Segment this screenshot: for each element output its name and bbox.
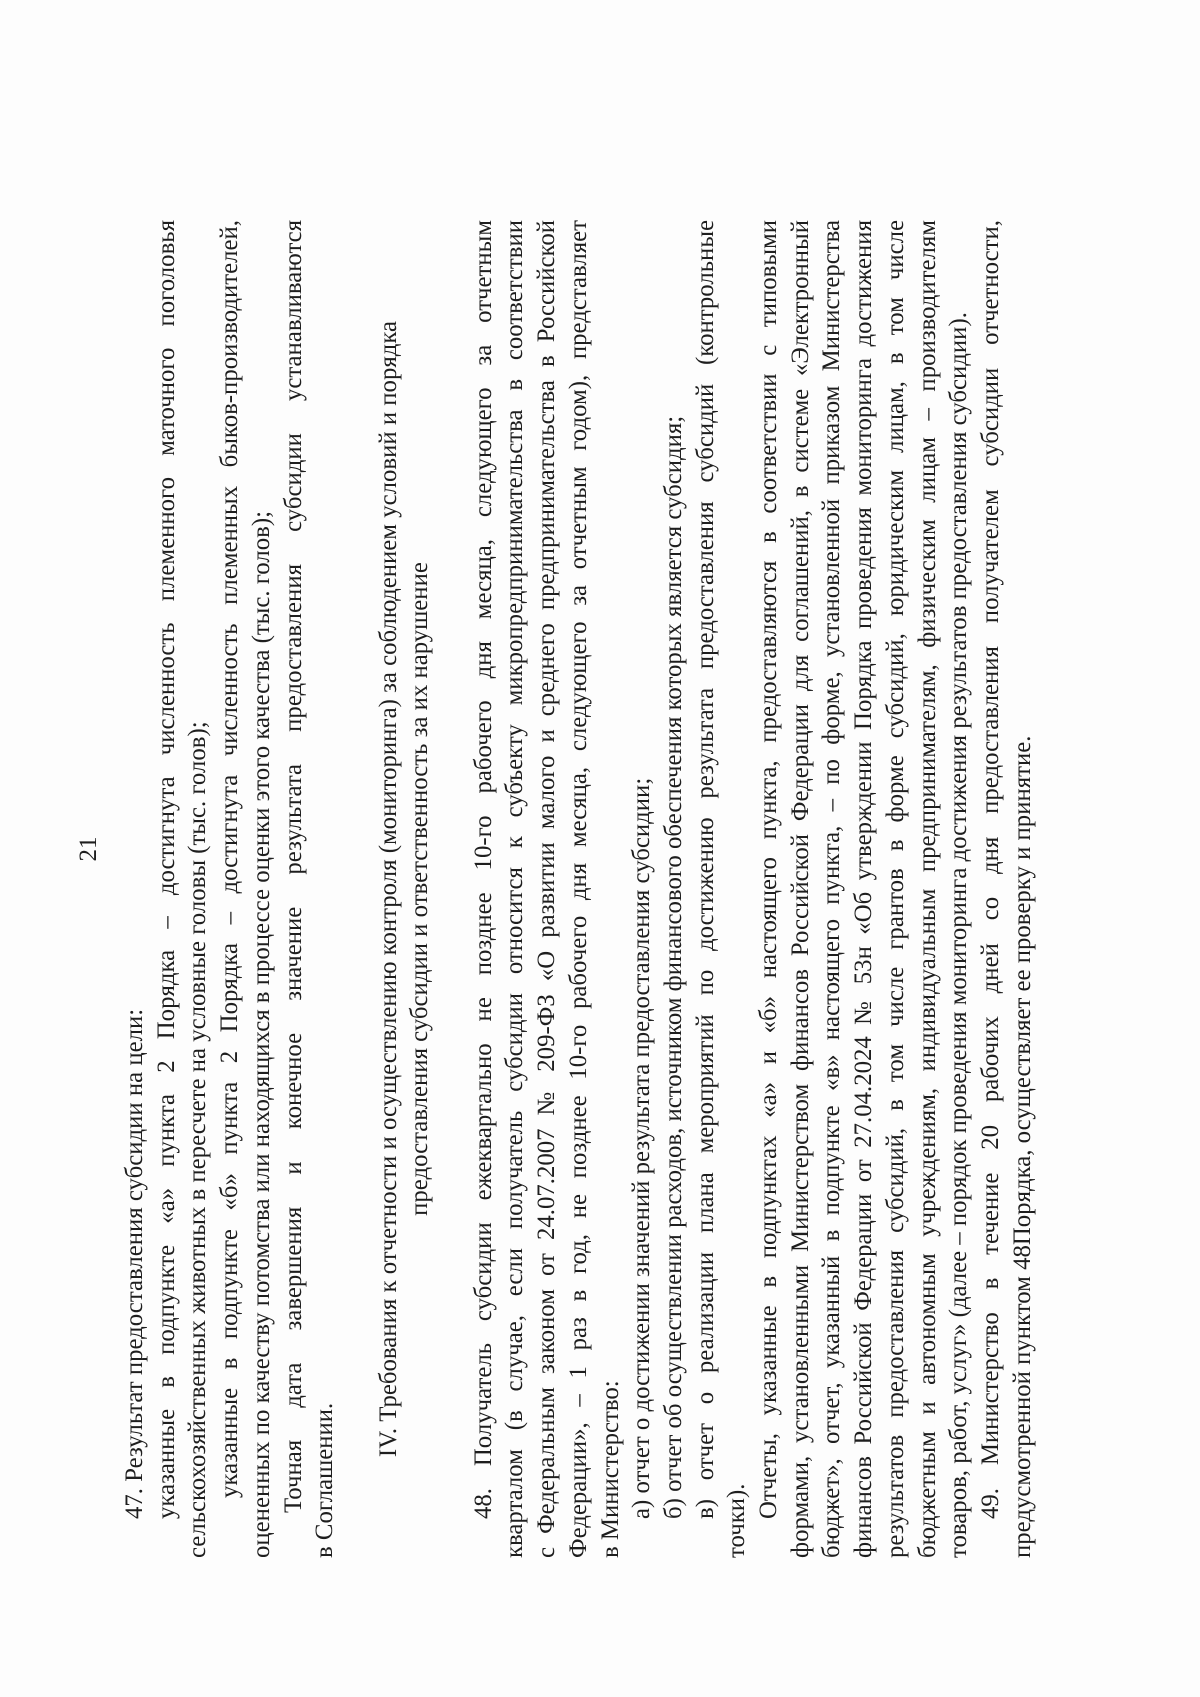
paragraph-47 (119, 220, 341, 1558)
paragraph-47-deadline-line-2: в Соглашении. (311, 1402, 339, 1558)
paragraph-49-line-1: 49. Министерство в течение 20 рабочих дней со дня предоставления получателем субсидии отчетности, (976, 220, 1004, 1519)
paragraph-47-intro: 47. Результат предоставления субсидии на цели: (121, 1008, 148, 1519)
paragraph-48-line-2: кварталом (в случае, если получатель субсидии относится к субъекту микропредпринимательства в соответствии (501, 220, 529, 1558)
paragraph-48-reports-line-2: формами, установленными Министерством финансов Российской Федерации для соглашений, в системе «Электронный (786, 220, 814, 1558)
section-iv-heading (373, 220, 436, 1558)
paragraph-47-a-line-2: сельскохозяйственных животных в пересчете на условные головы (тыс. голов); (184, 721, 212, 1558)
paragraph-48-item-c-line-1: в) отчет о реализации плана мероприятий по достижению результата предоставления субсидий (контрольные (691, 220, 719, 1519)
paragraph-47-b-line-1: указанные в подпункте «б» пункта 2 Порядка – достигнута численность племенных быков-производителей, (216, 220, 244, 1498)
section-heading-line-2: предоставления субсидии и ответственность за их нарушение (406, 562, 434, 1216)
paragraph-48-reports-line-7: товаров, работ, услуг» (далее – порядок проведения мониторинга достижения результатов предоставления субсидии). (945, 312, 973, 1558)
paragraph-48-item-c-line-2: точки). (723, 1483, 751, 1558)
paragraph-48-reports-line-6: бюджетным и автономным учреждениям, индивидуальным предпринимателям, физическим лицам – производителям (913, 220, 941, 1558)
paragraph-48-line-4: Федерации», – 1 раз в год, не позднее 10-го рабочего дня месяца, следующего за отчетным годом), представляет (564, 220, 592, 1558)
paragraph-48-item-a: а) отчет о достижении значений результата предоставления субсидии; (628, 777, 656, 1519)
section-heading-line-1: IV. Требования к отчетности и осуществлению контроля (мониторинга) за соблюдением условий и порядка (374, 320, 402, 1458)
paragraph-47-deadline-line-1: Точная дата завершения и конечное значение результата предоставления субсидии устанавливаются (279, 220, 307, 1513)
document-body (119, 220, 1038, 1558)
paragraph-48 (468, 220, 975, 1558)
paragraph-48-reports-line-1: Отчеты, указанные в подпунктах «а» и «б» настоящего пункта, предоставляются в соответствии с типовыми (755, 220, 783, 1519)
paragraph-48-line-5: в Министерство: (596, 1380, 624, 1558)
page-number: 21 (75, 836, 102, 862)
paragraph-48-item-b: б) отчет об осуществлении расходов, источником финансового обеспечения которых является субсидия; (659, 415, 687, 1519)
paragraph-48-reports-line-3: бюджет», отчет, указанный в подпункте «в» настоящего пункта, – по форме, установленной приказом Министерства (818, 220, 846, 1558)
paragraph-47-a-line-1: указанные в подпункте «а» пункта 2 Порядка – достигнута численность племенного маточного поголовья (152, 220, 180, 1519)
paragraph-47-b-line-2: оцененных по качеству потомства или находящихся в процессе оценки этого качества (тыс. голов); (247, 511, 275, 1558)
spacer (341, 220, 373, 1558)
spacer (436, 220, 468, 1558)
paragraph-48-line-3: с Федеральным законом от 24.07.2007 № 209-ФЗ «О развитии малого и среднего предпринимательства в Российской (533, 220, 561, 1558)
paragraph-48-reports-line-4: финансов Российской Федерации от 27.04.2024 № 53н «Об утверждении Порядка проведения мониторинга достижения (850, 220, 878, 1558)
paragraph-48-line-1: 48. Получатель субсидии ежеквартально не позднее 10-го рабочего дня месяца, следующего за отчетным (469, 220, 497, 1519)
paragraph-48-reports-line-5: результатов предоставления субсидий, в том числе грантов в форме субсидий, юридическим лицам, в том числе (881, 220, 909, 1558)
paragraph-49-line-2: предусмотренной пунктом 48Порядка, осуществляет ее проверку и принятие. (1008, 735, 1036, 1558)
paragraph-49 (975, 220, 1038, 1558)
